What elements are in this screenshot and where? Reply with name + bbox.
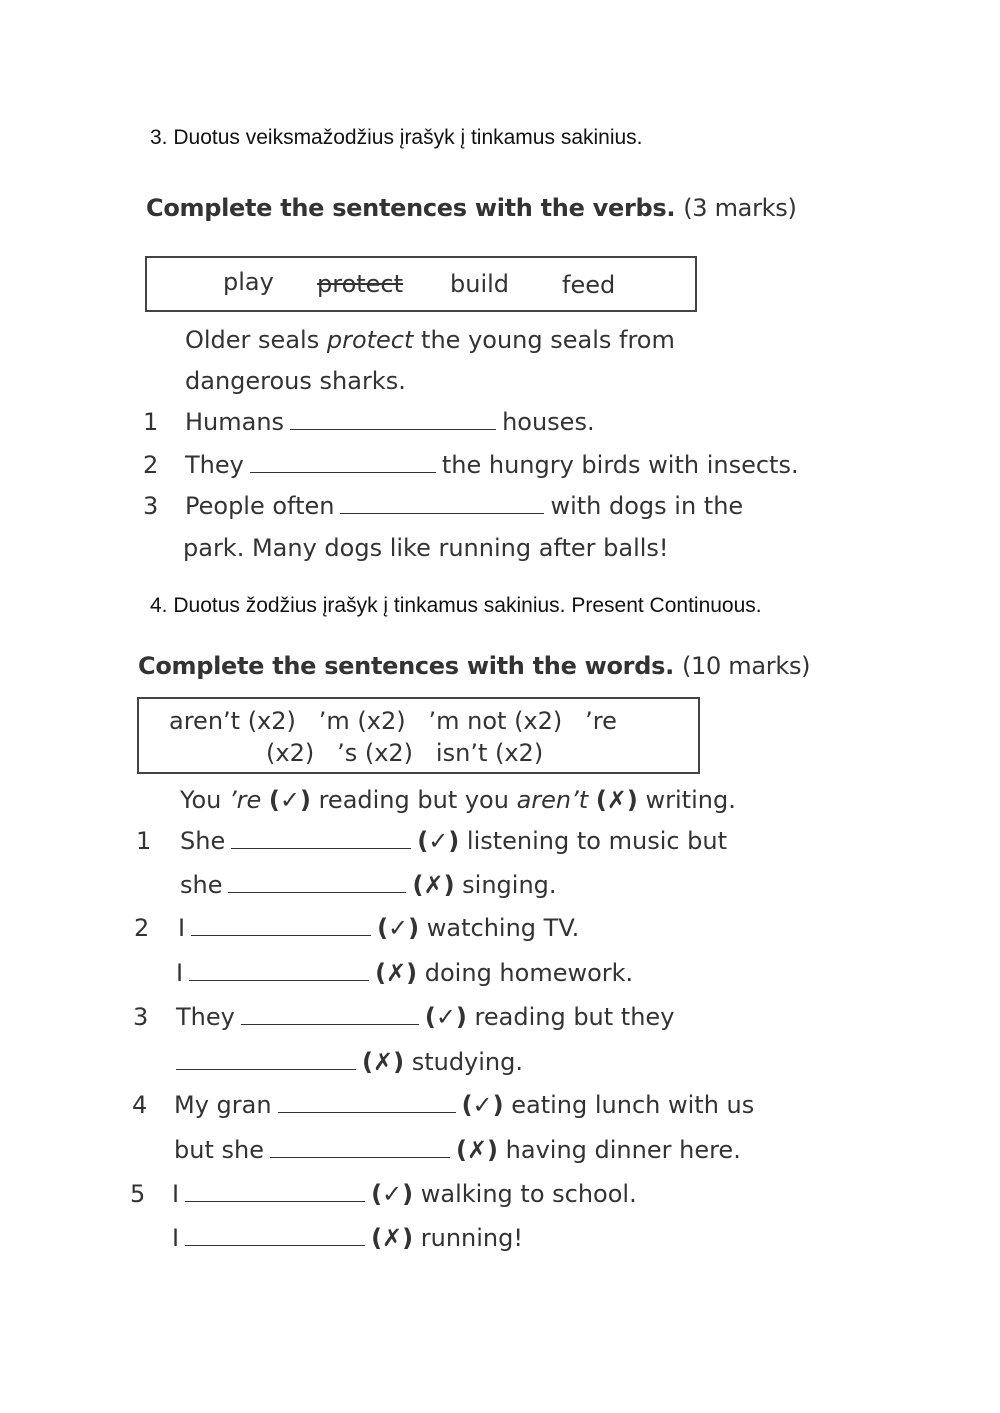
item-after: listening to music but (466, 827, 728, 855)
words-line1: aren’t (x2) ’m (x2) ’m not (x2) ’re (169, 707, 617, 735)
cross-mark-icon: (✗) (362, 1048, 405, 1076)
item-4-5-number: 5 (130, 1180, 146, 1208)
item-3-3-number: 3 (143, 492, 159, 520)
item-4-3-line2 (170, 1048, 523, 1076)
answer-blank[interactable] (278, 1094, 456, 1113)
example-3-line2: dangerous sharks. (185, 367, 406, 395)
word-build: build (450, 270, 510, 298)
item-3-3 (185, 492, 743, 520)
example-3-after: the young seals from (413, 326, 675, 354)
cross-mark-icon: (✗) (455, 1136, 499, 1164)
example-3-line1 (185, 326, 675, 354)
answer-blank[interactable] (250, 454, 436, 473)
answer-blank[interactable] (185, 1227, 365, 1246)
item-after: running! (420, 1224, 523, 1252)
item-4-3-line1 (176, 1003, 674, 1031)
cross-mark-icon: (✗) (371, 1224, 414, 1252)
heading-3-text: Complete the sentences with the verbs. (146, 194, 676, 222)
item-3-3-after: with dogs in the (550, 492, 744, 520)
words-line2: (x2) ’s (x2) isn’t (x2) (266, 739, 544, 767)
answer-blank[interactable] (228, 874, 406, 893)
item-before: My gran (174, 1091, 272, 1119)
example-4-p1: You (180, 786, 229, 814)
check-mark-icon: (✓) (417, 827, 460, 855)
item-4-2-number: 2 (134, 914, 150, 942)
item-3-1-after: houses. (502, 408, 595, 436)
check-mark-icon: (✓) (424, 1003, 467, 1031)
answer-blank[interactable] (231, 830, 411, 849)
answer-blank[interactable] (185, 1183, 365, 1202)
heading-4-marks: (10 marks) (681, 652, 811, 680)
check-mark-icon: (✓) (377, 914, 420, 942)
instruction-4: 4. Duotus žodžius įrašyk į tinkamus sakinius. Present Continuous. (150, 594, 762, 617)
item-4-4-line1 (174, 1091, 754, 1119)
item-3-1 (185, 408, 595, 436)
item-3-1-number: 1 (143, 408, 159, 436)
cross-mark-icon: (✗) (412, 871, 455, 899)
cross-mark-icon: (✗) (595, 786, 638, 814)
item-4-5-line2 (172, 1224, 523, 1252)
example-4-answer1: ’re (229, 786, 262, 814)
example-4-p3: writing. (637, 786, 736, 814)
item-after: studying. (411, 1048, 523, 1076)
item-4-1-line1 (180, 827, 727, 855)
answer-blank[interactable] (191, 917, 371, 936)
item-after: walking to school. (420, 1180, 637, 1208)
answer-blank[interactable] (340, 495, 544, 514)
heading-4 (138, 652, 810, 680)
words-box (137, 697, 700, 774)
example-3-before: Older seals (185, 326, 327, 354)
item-3-3-line2: park. Many dogs like running after balls! (183, 534, 669, 562)
item-4-5-line1 (172, 1180, 637, 1208)
example-4 (180, 786, 736, 814)
answer-blank[interactable] (270, 1139, 450, 1158)
answer-blank[interactable] (189, 962, 369, 981)
example-3-answer: protect (326, 326, 414, 354)
item-after: eating lunch with us (511, 1091, 755, 1119)
word-play: play (223, 268, 274, 296)
item-3-2-number: 2 (143, 451, 159, 479)
word-protect: protect (317, 270, 404, 298)
item-before: I (172, 1224, 180, 1252)
item-before: She (180, 827, 226, 855)
item-before: but she (174, 1136, 264, 1164)
check-mark-icon: (✓) (461, 1091, 504, 1119)
item-before: I (178, 914, 186, 942)
item-after: having dinner here. (505, 1136, 741, 1164)
example-4-answer2: aren’t (516, 786, 589, 814)
example-4-p2: reading but you (310, 786, 517, 814)
item-4-1-line2 (180, 871, 557, 899)
item-4-4-line2 (174, 1136, 741, 1164)
answer-blank[interactable] (290, 411, 496, 430)
item-3-2-before: They (185, 451, 244, 479)
item-3-3-before: People often (185, 492, 335, 520)
instruction-3: 3. Duotus veiksmažodžius įrašyk į tinkamus sakinius. (150, 126, 643, 149)
cross-mark-icon: (✗) (375, 959, 418, 987)
check-mark-icon: (✓) (371, 1180, 414, 1208)
verb-word-box (145, 256, 697, 312)
answer-blank[interactable] (241, 1006, 419, 1025)
check-mark-icon: (✓) (268, 786, 311, 814)
item-before: They (176, 1003, 235, 1031)
item-before: I (172, 1180, 180, 1208)
heading-3-marks: (3 marks) (683, 194, 797, 222)
item-after: reading but they (474, 1003, 675, 1031)
word-feed: feed (562, 271, 616, 299)
item-4-1-number: 1 (136, 827, 152, 855)
item-3-1-before: Humans (185, 408, 285, 436)
item-4-4-number: 4 (132, 1091, 148, 1119)
item-4-3-number: 3 (133, 1003, 149, 1031)
heading-3 (146, 194, 797, 222)
item-4-2-line2 (176, 959, 633, 987)
item-before: she (180, 871, 223, 899)
item-after: watching TV. (426, 914, 580, 942)
item-before: I (176, 959, 184, 987)
heading-4-text: Complete the sentences with the words. (138, 652, 674, 680)
item-3-2-after: the hungry birds with insects. (441, 451, 799, 479)
answer-blank[interactable] (176, 1051, 356, 1070)
item-after: singing. (462, 871, 557, 899)
item-4-2-line1 (178, 914, 579, 942)
item-3-2 (185, 451, 799, 479)
item-after: doing homework. (424, 959, 634, 987)
